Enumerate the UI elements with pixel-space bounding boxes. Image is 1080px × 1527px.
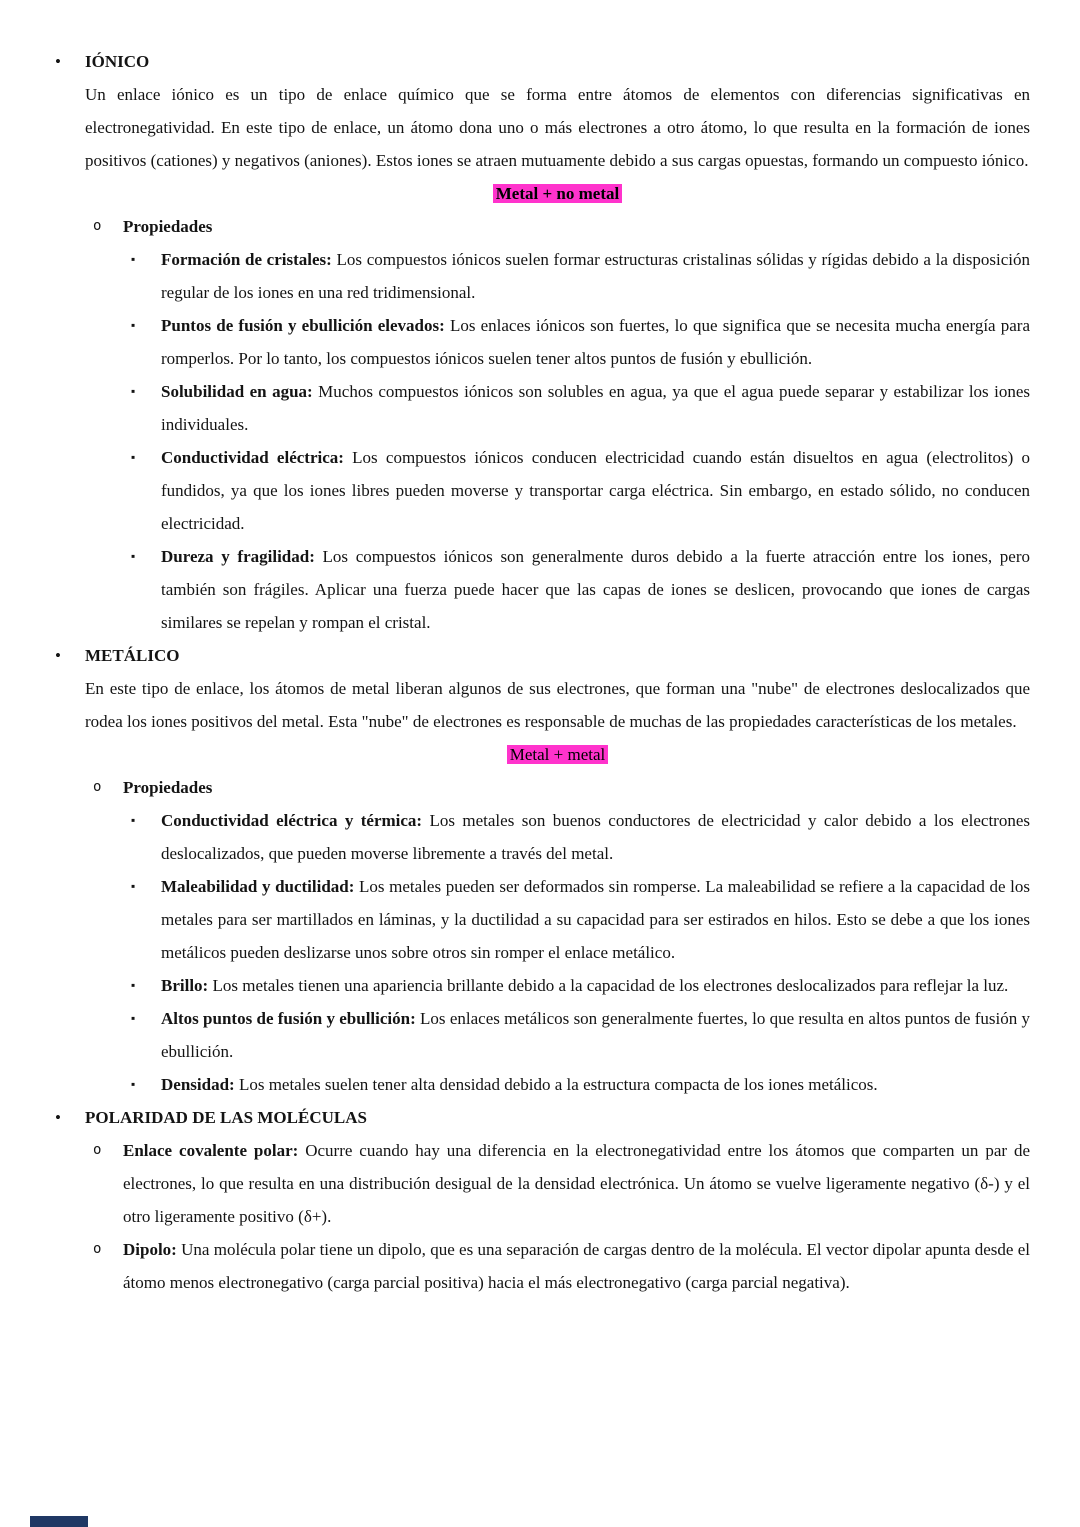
item-term: Dureza y fragilidad: [161,547,315,566]
property-item [0,870,1080,969]
property-item [0,1068,1080,1101]
section-heading-ionico [0,45,1080,78]
propiedades-label: Propiedades [123,217,213,236]
square-bullet-icon: ▪ [131,384,136,398]
circle-bullet-icon: o [93,218,102,234]
bullet-icon: • [55,1108,61,1127]
item-term: Altos puntos de fusión y ebullición: [161,1009,416,1028]
square-bullet-icon: ▪ [131,978,136,992]
property-item [0,540,1080,639]
polaridad-item [0,1134,1080,1233]
square-bullet-icon: ▪ [131,450,136,464]
item-term: Brillo: [161,976,209,995]
circle-bullet-icon: o [93,1241,102,1257]
bullet-icon: • [55,52,61,71]
item-description: Los metales son buenos conductores de electricidad y calor debido a los electrones deslocalizados, que pueden moverse libremente a través del metal. [161,811,1030,863]
property-item [0,804,1080,870]
section-heading-metalico [0,639,1080,672]
item-term: Conductividad eléctrica: [161,448,344,467]
tag-line-ionico [0,177,1080,210]
item-description: Los compuestos iónicos conducen electricidad cuando están disueltos en agua (electrolitos) o fundidos, ya que los iones libres pueden moverse y transportar carga eléctrica. Sin embargo, en estado sólido, no conducen electricidad. [161,448,1030,533]
square-bullet-icon: ▪ [131,879,136,893]
square-bullet-icon: ▪ [131,549,136,563]
square-bullet-icon: ▪ [131,813,136,827]
section-title: METÁLICO [85,646,180,665]
item-description: Los compuestos iónicos suelen formar estructuras cristalinas sólidas y rígidas debido a la disposición regular de los iones en una red tridimensional. [161,250,1031,302]
property-item [0,969,1080,1002]
square-bullet-icon: ▪ [131,1077,136,1091]
item-description: Muchos compuestos iónicos son solubles en agua, ya que el agua puede separar y estabilizar los iones individuales. [161,382,1031,434]
square-bullet-icon: ▪ [131,1011,136,1025]
item-description: Los enlaces metálicos son generalmente fuertes, lo que resulta en altos puntos de fusión y ebullición. [161,1009,1030,1061]
intro-paragraph-metalico: En este tipo de enlace, los átomos de metal liberan algunos de sus electrones, que forman una "nube" de electrones deslocalizados que rodea los iones positivos del metal. Esta "nube" de electrones es responsable de muchas de las propiedades características de los metales. [85,679,1030,731]
property-item [0,375,1080,441]
item-description: Los metales tienen una apariencia brillante debido a la capacidad de los electrones deslocalizados para reflejar la luz. [208,976,1009,995]
circle-bullet-icon: o [93,779,102,795]
square-bullet-icon: ▪ [131,252,136,266]
propiedades-heading-metalico [0,771,1080,804]
polaridad-item [0,1233,1080,1299]
property-item [0,441,1080,540]
property-item [0,243,1080,309]
item-term: Enlace covalente polar: [123,1141,299,1160]
highlight-tag: Metal + no metal [493,184,622,203]
item-description: Los metales pueden ser deformados sin romperse. La maleabilidad se refiere a la capacidad de los metales para ser martillados en láminas, y la ductilidad a su capacidad para ser estirados en hilos. Esto se debe a que los iones metálicos pueden deslizarse unos sobre otros sin romper el enlace metálico. [161,877,1031,962]
item-term: Conductividad eléctrica y térmica: [161,811,423,830]
item-description: Ocurre cuando hay una diferencia en la electronegatividad entre los átomos que comparten un par de electrones, lo que resulta en una distribución desigual de la densidad electrónica. Un átomo se vuelve ligeramente negativo (δ-) y el otro ligeramente positivo (δ+). [123,1141,1030,1226]
propiedades-heading-ionico [0,210,1080,243]
highlight-tag: Metal + metal [507,745,609,764]
item-term: Maleabilidad y ductilidad: [161,877,355,896]
item-description: Los compuestos iónicos son generalmente duros debido a la fuerte atracción entre los iones, pero también son frágiles. Aplicar una fuerza puede hacer que las capas de iones se deslicen, provocando que iones de cargas similares se repelan y rompan el cristal. [161,547,1030,632]
item-description: Una molécula polar tiene un dipolo, que es una separación de cargas dentro de la molécula. El vector dipolar apunta desde el átomo menos electronegativo (carga parcial positiva) hacia el más electronegativo (carga parcial negativa). [123,1240,1030,1292]
property-item [0,309,1080,375]
property-item [0,1002,1080,1068]
item-term: Dipolo: [123,1240,177,1259]
circle-bullet-icon: o [93,1142,102,1158]
intro-paragraph-ionico: Un enlace iónico es un tipo de enlace químico que se forma entre átomos de elementos con diferencias significativas en electronegatividad. En este tipo de enlace, un átomo dona uno o más electrones a otro átomo, lo que resulta en la formación de iones positivos (cationes) y negativos (aniones). Estos iones se atraen mutuamente debido a sus cargas opuestas, formando un compuesto iónico. [85,85,1030,170]
next-page-artifact [30,1516,88,1527]
section-title: IÓNICO [85,52,150,71]
item-term: Formación de cristales: [161,250,332,269]
item-term: Solubilidad en agua: [161,382,313,401]
item-term: Puntos de fusión y ebullición elevados: [161,316,445,335]
item-description: Los metales suelen tener alta densidad debido a la estructura compacta de los iones metálicos. [234,1075,878,1094]
section-heading-polaridad [0,1101,1080,1134]
propiedades-label: Propiedades [123,778,213,797]
bullet-icon: • [55,646,61,665]
square-bullet-icon: ▪ [131,318,136,332]
item-term: Densidad: [161,1075,235,1094]
section-title: POLARIDAD DE LAS MOLÉCULAS [85,1108,367,1127]
tag-line-metalico [0,738,1080,771]
item-description: Los enlaces iónicos son fuertes, lo que significa que se necesita mucha energía para romperlos. Por lo tanto, los compuestos iónicos suelen tener altos puntos de fusión y ebullición. [161,316,1031,368]
